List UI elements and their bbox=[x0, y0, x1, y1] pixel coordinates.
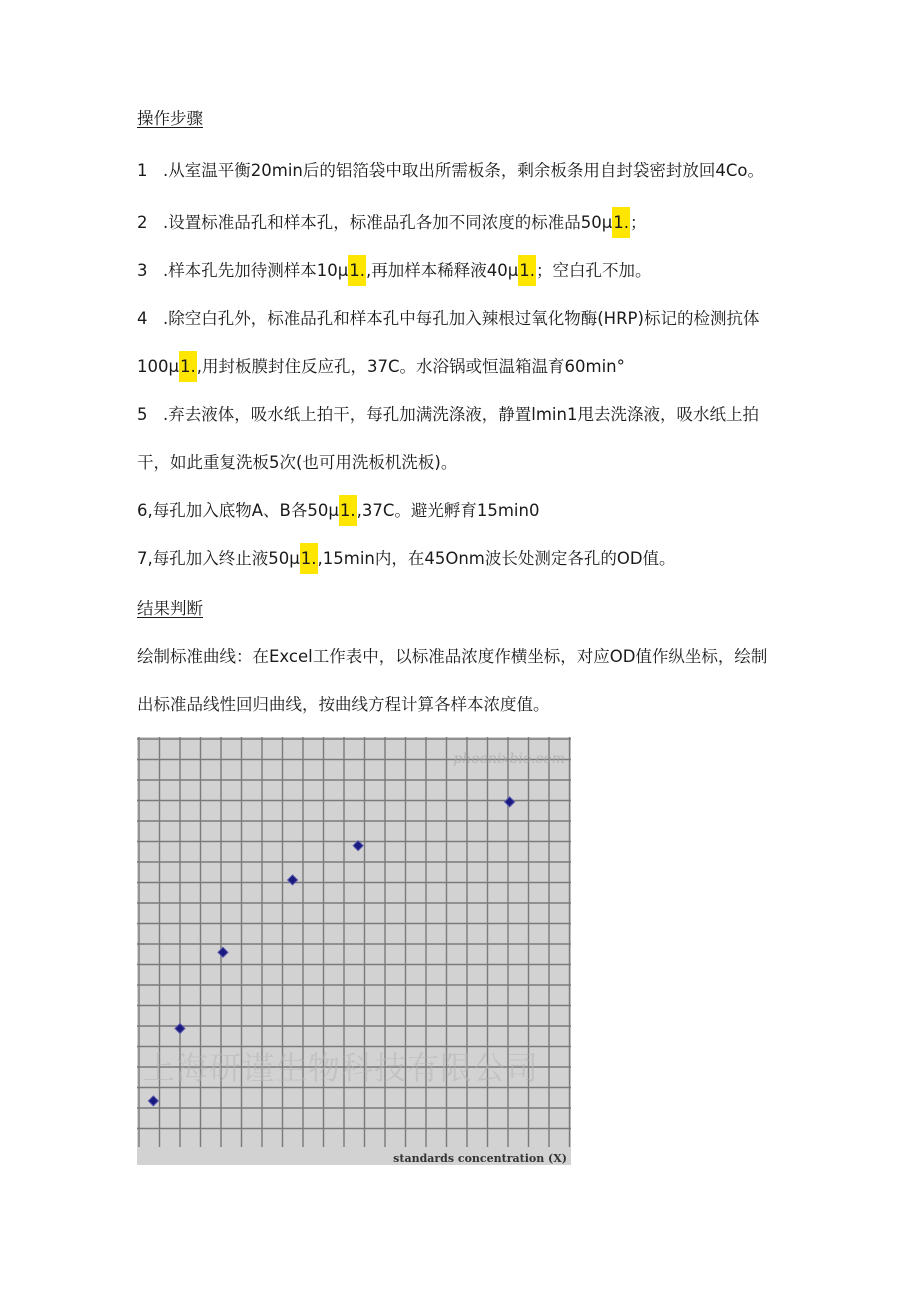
chart-svg bbox=[137, 737, 571, 1165]
step-line bbox=[137, 500, 539, 522]
step-number: 2 bbox=[137, 213, 148, 232]
step-text: 6,每孔加入底物A、B各50μ bbox=[137, 501, 339, 520]
watermark-url: phoenixbio.com bbox=[453, 751, 565, 767]
step-line bbox=[137, 212, 647, 234]
heading-steps: 操作步骤 bbox=[137, 109, 203, 128]
step-text: ,再加样本稀释液40μ bbox=[366, 261, 519, 280]
result-line-1: 绘制标准曲线：在Excel工作表中，以标准品浓度作横坐标，对应OD值作纵坐标，绘制 bbox=[137, 647, 768, 666]
data-point bbox=[288, 875, 298, 885]
step-line bbox=[137, 308, 759, 330]
step-text: 干，如此重复洗板5次(也可用洗板机洗板)。 bbox=[137, 453, 458, 472]
step-text: 7,每孔加入终止液50μ bbox=[137, 549, 300, 568]
highlighted-unit: 1. bbox=[339, 495, 357, 526]
step-text: ,37C。避光孵育15min0 bbox=[356, 501, 540, 520]
step-text: 100μ bbox=[137, 357, 179, 376]
step-line bbox=[137, 260, 652, 282]
highlighted-unit: 1. bbox=[518, 255, 536, 286]
heading-result: 结果判断 bbox=[137, 599, 203, 618]
step-text: .从室温平衡20min后的铝箔袋中取出所需板条，剩余板条用自封袋密封放回4Co。 bbox=[163, 161, 764, 180]
standard-curve-chart bbox=[137, 737, 571, 1165]
step-number: 4 bbox=[137, 309, 148, 328]
step-text: ,15min内，在45Onm波长处测定各孔的OD值。 bbox=[317, 549, 676, 568]
result-line-2: 出标准品线性回归曲线，按曲线方程计算各样本浓度值。 bbox=[137, 695, 550, 714]
step-text: .除空白孔外，标准品孔和样本孔中每孔加入辣根过氧化物酶(HRP)标记的检测抗体 bbox=[163, 309, 760, 328]
step-text: ；空白孔不加。 bbox=[536, 261, 652, 280]
step-number: 3 bbox=[137, 261, 148, 280]
step-line bbox=[137, 404, 759, 426]
step-line bbox=[137, 356, 625, 378]
highlighted-unit: 1. bbox=[348, 255, 366, 286]
data-point bbox=[218, 947, 228, 957]
highlighted-unit: 1. bbox=[612, 207, 630, 238]
data-point bbox=[505, 797, 515, 807]
watermark-company: 上海研谨生物科技有限公司 bbox=[143, 1049, 540, 1087]
highlighted-unit: 1. bbox=[300, 543, 318, 574]
step-text: .弃去液体，吸水纸上拍干，每孔加满洗涤液，静置lmin1甩去洗涤液，吸水纸上拍 bbox=[163, 405, 759, 424]
data-point bbox=[175, 1024, 185, 1034]
step-text: .样本孔先加待测样本10μ bbox=[163, 261, 349, 280]
step-text: ； bbox=[630, 213, 647, 232]
step-number: 1 bbox=[137, 161, 148, 180]
step-line bbox=[137, 452, 457, 474]
step-line bbox=[137, 160, 764, 182]
step-line bbox=[137, 548, 676, 570]
step-number: 5 bbox=[137, 405, 148, 424]
step-text: .设置标准品孔和样本孔，标准品孔各加不同浓度的标准品50μ bbox=[163, 213, 613, 232]
step-text: ,用封板膜封住反应孔，37C。水浴锅或恒温箱温育60min° bbox=[196, 357, 625, 376]
highlighted-unit: 1. bbox=[179, 351, 197, 382]
x-axis-label: standards concentration (X) bbox=[393, 1152, 567, 1165]
data-point bbox=[148, 1096, 158, 1106]
